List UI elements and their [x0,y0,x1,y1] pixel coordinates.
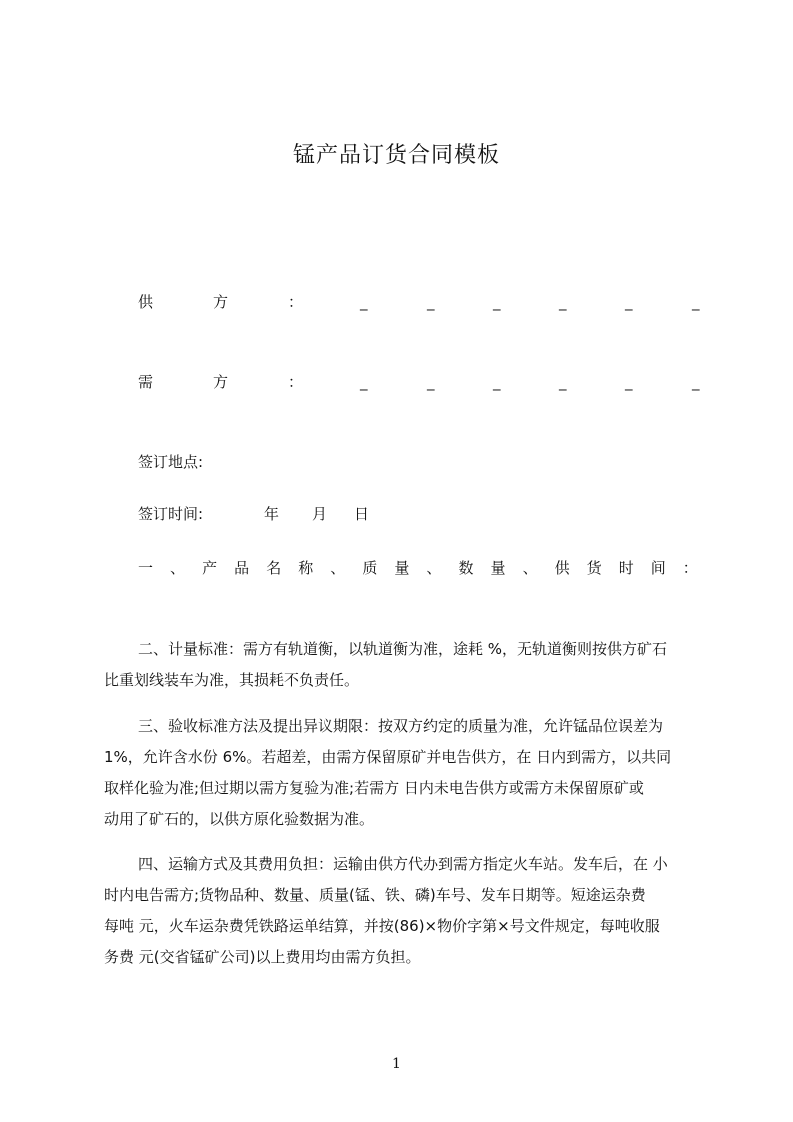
section-1-char: 一 [138,559,154,577]
buyer-blank-6: _ [692,373,700,391]
supplier-label-char-2: 方 [213,293,229,311]
supplier-blank-3: _ [493,293,501,311]
section-1-char: 、 [330,559,346,577]
section-1-char: ： [682,559,698,577]
supplier-blank-6: _ [692,293,700,311]
section-1-char: 、 [426,559,442,577]
section-2-line-2: 比重划线装车为准，其损耗不负责任。 [104,671,360,689]
section-1-char: 称 [298,559,314,577]
section-4-line-2: 时内电告需方;货物品种、数量、质量(锰、铁、磷)车号、发车日期等。短途运杂费 [104,886,646,904]
supplier-blank-4: _ [559,293,567,311]
section-4-line-4: 务费 元(交省锰矿公司)以上费用均由需方负担。 [104,948,421,966]
section-3-line-1: 三、验收标准方法及提出异议期限：按双方约定的质量为准，允许锰品位误差为 [138,717,664,735]
section-3-line-3: 取样化验为准;但过期以需方复验为准;若需方 日内未电告供方或需方未保留原矿或 [104,779,644,797]
section-1-char: 量 [394,559,410,577]
sign-time-label: 签订时间: [138,505,204,523]
buyer-blank-2: _ [427,373,435,391]
section-1-char: 货 [586,559,602,577]
supplier-blank-1: _ [360,293,368,311]
supplier-blank-2: _ [427,293,435,311]
supplier-label-char-1: 供 [138,293,154,311]
section-4-line-3: 每吨 元，火车运杂费凭铁路运单结算，并按(86)×物价字第×号文件规定，每吨收服 [104,917,660,935]
section-4-line-1: 四、运输方式及其费用负担：运输由供方代办到需方指定火车站。发车后，在 小 [138,855,668,873]
sign-time-year: 年 [264,505,280,523]
section-1-char: 名 [266,559,282,577]
section-1-char: 品 [234,559,250,577]
section-2-line-1: 二、计量标准：需方有轨道衡，以轨道衡为准，途耗 %，无轨道衡则按供方矿石 [138,640,668,658]
page-number: 1 [392,1056,401,1072]
buyer-blank-3: _ [493,373,501,391]
supplier-blank-5: _ [625,293,633,311]
section-1-char: 、 [522,559,538,577]
buyer-blank-4: _ [559,373,567,391]
supplier-colon: ： [288,293,304,311]
section-1-char: 数 [458,559,474,577]
section-4-paragraph [104,849,700,973]
sign-time-month: 月 [312,505,328,523]
sign-time-day: 日 [354,505,370,523]
buyer-row [138,370,708,394]
buyer-label-char-2: 方 [213,373,229,391]
section-1-heading [138,556,698,580]
sign-place: 签订地点: [138,453,204,471]
sign-time-row [138,502,438,526]
section-1-char: 、 [170,559,186,577]
section-3-paragraph [104,711,700,835]
section-1-char: 量 [490,559,506,577]
buyer-blank-1: _ [360,373,368,391]
buyer-label-char-1: 需 [138,373,154,391]
section-1-char: 时 [618,559,634,577]
buyer-colon: ： [288,373,304,391]
section-1-char: 质 [362,559,378,577]
section-1-char: 产 [202,559,218,577]
section-2-paragraph [104,634,700,696]
section-3-line-2: 1%，允许含水份 6%。若超差，由需方保留原矿并电告供方，在 日内到需方，以共同 [104,748,672,766]
supplier-row [138,290,708,314]
buyer-blank-5: _ [625,373,633,391]
section-1-char: 间 [650,559,666,577]
section-1-char: 供 [554,559,570,577]
section-3-line-4: 动用了矿石的，以供方原化验数据为准。 [104,810,375,828]
document-title: 锰产品订货合同模板 [292,143,500,168]
